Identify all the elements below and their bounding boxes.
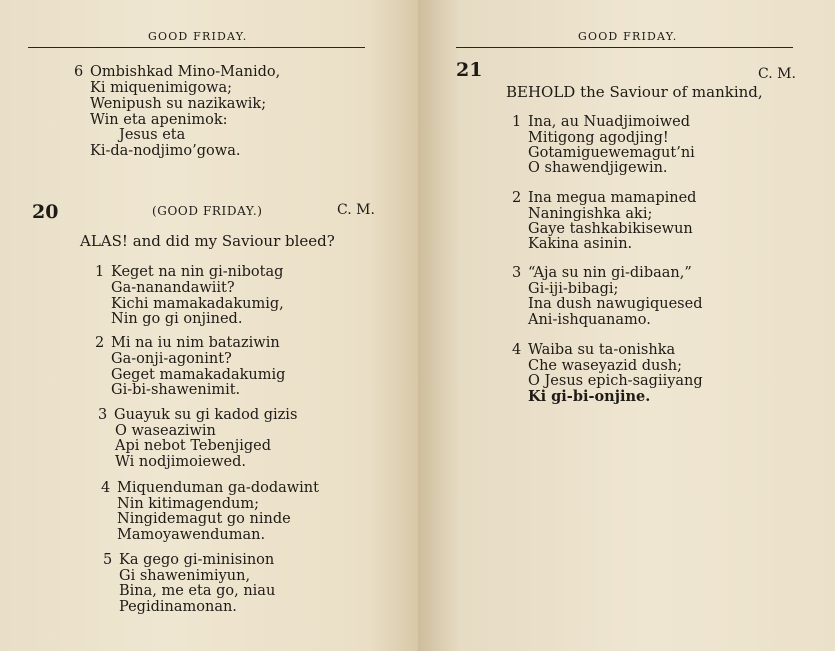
hymn-21-verse-1-line-4: O shawendjigewin.	[528, 160, 668, 176]
hymn-21-verse-3-line-2: Gi-iji-bibagi;	[528, 281, 619, 297]
hymn-number-21: 21	[456, 59, 483, 81]
hymn-20-verse-3-line-1: 3 Guayuk su gi kadod gizis	[98, 407, 298, 423]
hymn-20-verse-1-line-3: Kichi mamakadakumig,	[111, 296, 284, 312]
hymn-21-verse-4-line-2: Che waseyazid dush;	[528, 358, 682, 374]
hymn-21-verse-2-line-4: Kakina asinin.	[528, 236, 633, 252]
hymn-20-verse-2-line-3: Geget mamakadakumig	[111, 367, 286, 383]
hymn-20-verse-5-line-3: Bina, me eta go, niau	[119, 583, 276, 599]
verse-6-line-5: Jesus eta	[119, 127, 186, 143]
hymn-21-verse-2-line-3: Gaye tashkabikisewun	[528, 221, 693, 237]
hymn-21-verse-4-line-3: O Jesus epich-sagiiyang	[528, 373, 703, 389]
hymn-20-first-line: ALAS! and did my Saviour bleed?	[80, 232, 335, 250]
hymn-20-verse-5-line-1: 5 Ka gego gi-minisinon	[103, 552, 275, 568]
verse-6-line-2: Ki miquenimigowa;	[90, 80, 232, 96]
hymn-21-verse-4-line-4: Ki gi-bi-onjine.	[528, 388, 651, 405]
tune-note: (GOOD FRIDAY.)	[152, 204, 263, 218]
hymn-21-verse-2-line-1: 2 Ina megua mamapined	[512, 190, 697, 206]
hymn-20-verse-2-line-1: 2 Mi na iu nim bataziwin	[95, 335, 280, 351]
hymn-20-verse-4-line-4: Mamoyawenduman.	[117, 527, 266, 543]
hymn-20-verse-4-line-1: 4 Miquenduman ga-dodawint	[101, 480, 319, 496]
hymn-20-verse-3-line-3: Api nebot Tebenjiged	[115, 438, 271, 454]
verse-number: 6	[74, 64, 84, 80]
hymn-21-verse-3-line-3: Ina dush nawugiquesed	[528, 296, 703, 312]
right-running-head: GOOD FRIDAY.	[578, 30, 678, 43]
right-header-rule	[456, 47, 793, 48]
hymn-number-20: 20	[32, 201, 59, 223]
left-running-head: GOOD FRIDAY.	[148, 30, 248, 43]
hymn-21-verse-1-line-3: Gotamiguewemagut’ni	[528, 145, 695, 161]
verse-6-line-1: 6 Ombishkad Mino-Manido,	[74, 64, 281, 80]
hymn-20-verse-3-line-4: Wi nodjimoiewed.	[115, 454, 246, 470]
hymn-20-verse-3-line-2: O waseaziwin	[115, 423, 216, 439]
hymn-21-verse-3-line-4: Ani-ishquanamo.	[528, 312, 651, 328]
hymn-20-verse-1-line-1: 1 Keget na nin gi-nibotag	[95, 264, 284, 280]
hymn-21-verse-2-line-2: Naningishka aki;	[528, 206, 653, 222]
hymn-20-verse-4-line-3: Ningidemagut go ninde	[117, 511, 291, 527]
verse-6-line-3: Wenipush su nazikawik;	[90, 96, 267, 112]
hymn-20-meter: C. M.	[337, 202, 375, 218]
hymn-21-first-line: BEHOLD the Saviour of mankind,	[506, 83, 763, 101]
hymn-20-verse-2-line-2: Ga-onji-agonint?	[111, 351, 232, 367]
hymn-20-verse-5-line-2: Gi shawenimiyun,	[119, 568, 251, 584]
hymn-20-verse-5-line-4: Pegidinamonan.	[119, 599, 237, 615]
hymn-21-verse-1-line-2: Mitigong agodjing!	[528, 130, 669, 146]
verse-6-line-4: Win eta apenimok:	[90, 112, 228, 128]
left-header-rule	[28, 47, 365, 48]
hymn-20-verse-1-line-4: Nin go gi onjined.	[111, 311, 243, 327]
verse-6-line-6: Ki-da-nodjimo’gowa.	[90, 143, 241, 159]
hymn-21-meter: C. M.	[758, 66, 796, 82]
right-page	[418, 0, 835, 651]
hymn-21-verse-1-line-1: 1 Ina, au Nuadjimoiwed	[512, 114, 690, 130]
hymn-20-verse-1-line-2: Ga-nanandawiit?	[111, 280, 235, 296]
hymn-21-verse-3-line-1: 3 “Aja su nin gi-dibaan,”	[512, 265, 692, 281]
hymn-20-verse-4-line-2: Nin kitimagendum;	[117, 496, 260, 512]
hymn-21-verse-4-line-1: 4 Waiba su ta-onishka	[512, 342, 676, 358]
hymn-20-verse-2-line-4: Gi-bi-shawenimit.	[111, 382, 241, 398]
